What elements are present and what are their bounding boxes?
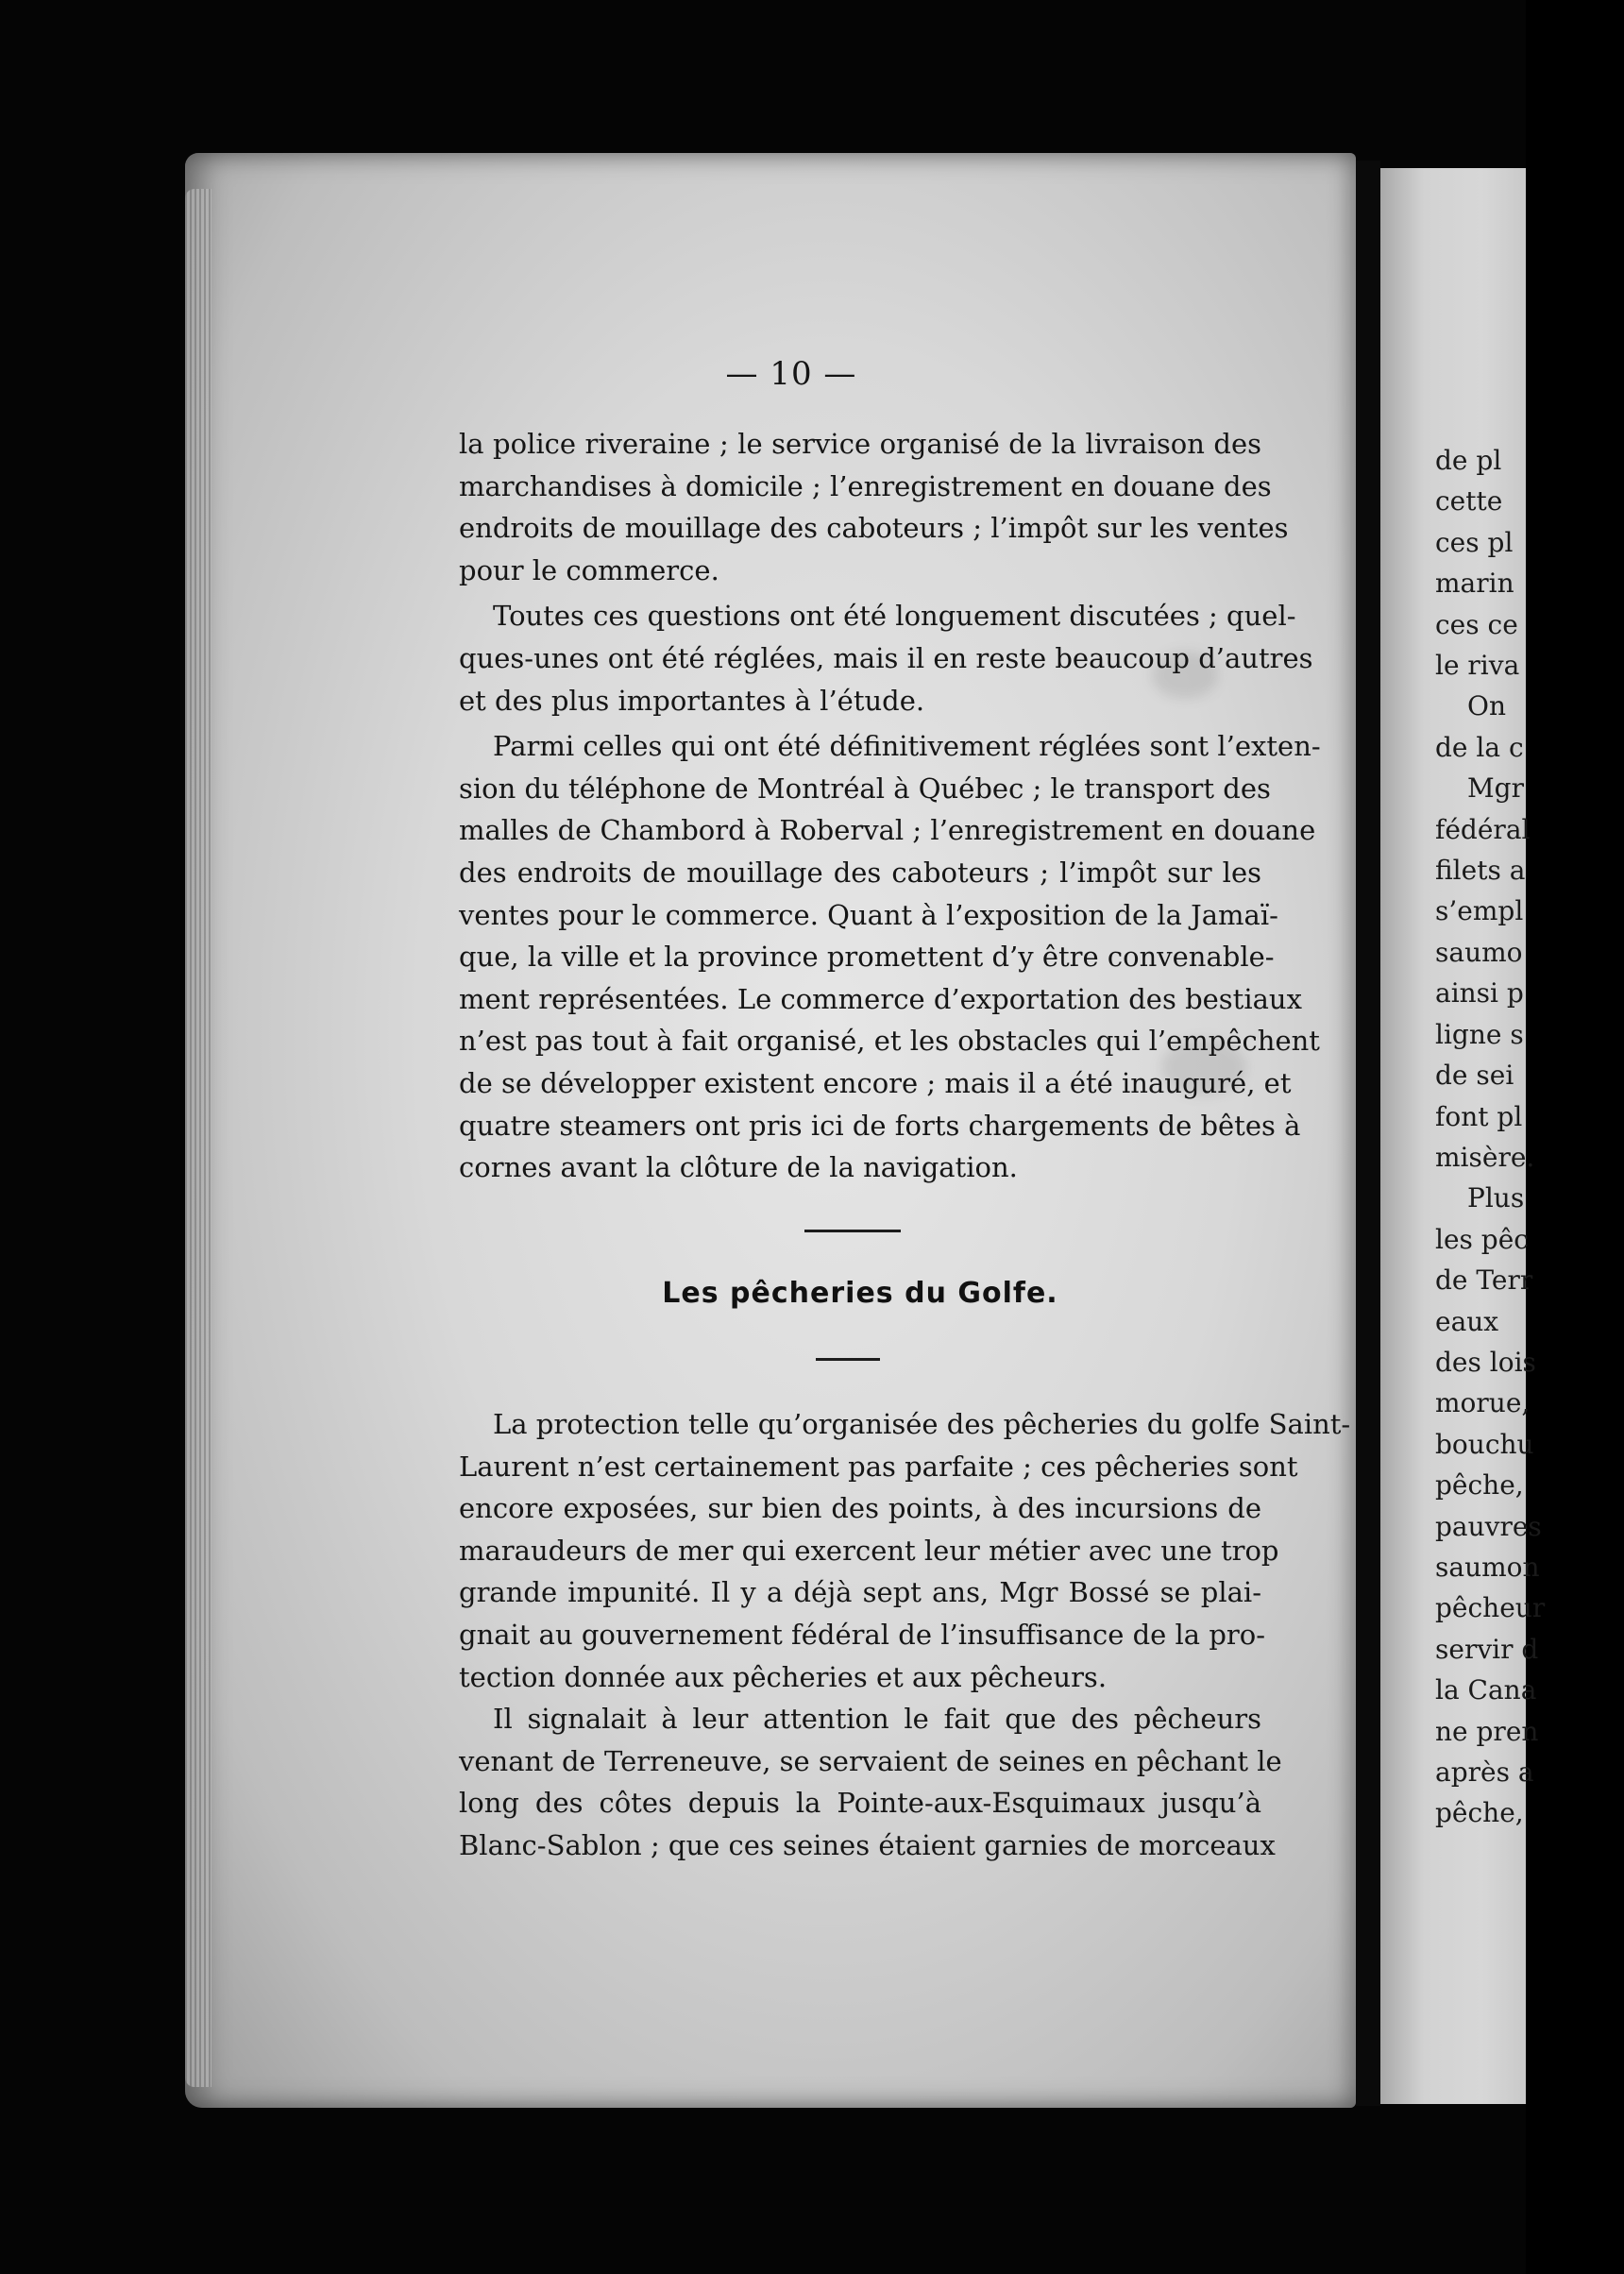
facing-line: de sei	[1435, 1060, 1514, 1092]
text-line: n’est pas tout à fait organisé, et les obstacles qui l’empêchent	[459, 1025, 1320, 1058]
facing-line: servir d	[1435, 1633, 1539, 1665]
facing-line: le riva	[1435, 650, 1520, 682]
text-line: grande impunité. Il y a déjà sept ans, Mgr Bossé se plai-	[459, 1576, 1261, 1609]
facing-line: ces pl	[1435, 526, 1514, 558]
facing-line: ligne s	[1435, 1018, 1524, 1050]
text-line: maraudeurs de mer qui exercent leur métier avec une trop	[459, 1534, 1279, 1567]
section-body	[459, 1403, 1351, 1867]
text-line: que, la ville et la province promettent d’y être convenable-	[459, 941, 1275, 974]
text-line: marchandises à domicile ; l’enregistrement en douane des	[459, 469, 1272, 502]
text-line: cornes avant la clôture de la navigation.	[459, 1151, 1018, 1184]
text-line: pour le commerce.	[459, 553, 719, 586]
facing-line: de la c	[1435, 731, 1524, 763]
book-gutter	[1356, 161, 1380, 2106]
text-line: Toutes ces questions ont été longuement discutées ; quel-	[493, 600, 1296, 633]
text-line: quatre steamers ont pris ici de forts chargements de bêtes à	[459, 1109, 1301, 1142]
facing-line: pêche,	[1435, 1469, 1524, 1502]
paragraph-block	[459, 423, 1321, 1189]
facing-line: fédéral	[1435, 813, 1531, 845]
text-line: Il signalait à leur attention le fait que des pêcheurs	[493, 1703, 1261, 1736]
facing-line: ne pren	[1435, 1715, 1539, 1747]
text-line: ventes pour le commerce. Quant à l’exposition de la Jamaï-	[459, 898, 1278, 931]
text-line: tection donnée aux pêcheries et aux pêcheurs.	[459, 1660, 1108, 1693]
section-rule-bottom	[816, 1358, 880, 1361]
text-line: Blanc-Sablon ; que ces seines étaient garnies de morceaux	[459, 1828, 1276, 1861]
section-rule-top	[804, 1230, 901, 1232]
text-line: la police riveraine ; le service organisé de la livraison des	[459, 428, 1261, 460]
page-number: — 10 —	[725, 355, 857, 393]
facing-line: de Terr	[1435, 1264, 1533, 1297]
facing-line: marin	[1435, 568, 1514, 600]
facing-line: des lois	[1435, 1346, 1536, 1378]
text-line: Laurent n’est certainement pas parfaite ; ces pêcheries sont	[459, 1450, 1298, 1483]
facing-line: ces ce	[1435, 608, 1518, 640]
facing-line: pêcheur	[1435, 1592, 1546, 1624]
facing-line: pauvres	[1435, 1510, 1542, 1542]
section-title: Les pêcheries du Golfe.	[662, 1277, 1058, 1310]
text-line: ques-unes ont été réglées, mais il en reste beaucoup d’autres	[459, 641, 1313, 674]
facing-page-text	[1435, 440, 1624, 1834]
text-line: ment représentées. Le commerce d’exportation des bestiaux	[459, 982, 1302, 1015]
facing-line: bouchu	[1435, 1428, 1534, 1460]
text-line: malles de Chambord à Roberval ; l’enregistrement en douane	[459, 814, 1316, 847]
facing-line: font pl	[1435, 1100, 1523, 1132]
facing-line: de pl	[1435, 445, 1502, 476]
facing-line: les pêc	[1435, 1223, 1529, 1255]
facing-line: saumon	[1435, 1551, 1540, 1583]
facing-line: ainsi p	[1435, 977, 1524, 1010]
facing-line: morue,	[1435, 1387, 1531, 1419]
facing-line: Plus	[1467, 1182, 1525, 1214]
text-line: gnait au gouvernement fédéral de l’insuffisance de la pro-	[459, 1618, 1265, 1651]
facing-line: filets a	[1435, 855, 1526, 887]
text-line: La protection telle qu’organisée des pêcheries du golfe Saint-	[493, 1408, 1351, 1440]
facing-line: eaux	[1435, 1305, 1499, 1337]
facing-line: après a	[1435, 1756, 1534, 1788]
text-line: Parmi celles qui ont été définitivement réglées sont l’exten-	[493, 730, 1321, 763]
text-line: sion du téléphone de Montréal à Québec ; le transport des	[459, 772, 1271, 805]
text-line: de se développer existent encore ; mais il a été inauguré, et	[459, 1066, 1292, 1099]
page-edge	[185, 189, 211, 2087]
facing-line: On	[1467, 690, 1506, 722]
text-line: endroits de mouillage des caboteurs ; l’impôt sur les ventes	[459, 512, 1289, 545]
facing-line: cette	[1435, 485, 1503, 518]
text-line: venant de Terreneuve, se servaient de seines en pêchant le	[459, 1744, 1282, 1777]
facing-line: s’empl	[1435, 895, 1524, 927]
text-line: des endroits de mouillage des caboteurs ; l’impôt sur les	[459, 856, 1261, 889]
text-line: encore exposées, sur bien des points, à des incursions de	[459, 1492, 1261, 1525]
facing-line: saumo	[1435, 936, 1523, 968]
facing-line: misère.	[1435, 1141, 1535, 1173]
text-line: long des côtes depuis la Pointe-aux-Esquimaux jusqu’à	[459, 1787, 1261, 1820]
facing-line: la Cana	[1435, 1674, 1537, 1706]
text-line: et des plus importantes à l’étude.	[459, 684, 925, 717]
facing-line: Mgr	[1467, 772, 1524, 805]
facing-line: pêche,	[1435, 1797, 1524, 1829]
